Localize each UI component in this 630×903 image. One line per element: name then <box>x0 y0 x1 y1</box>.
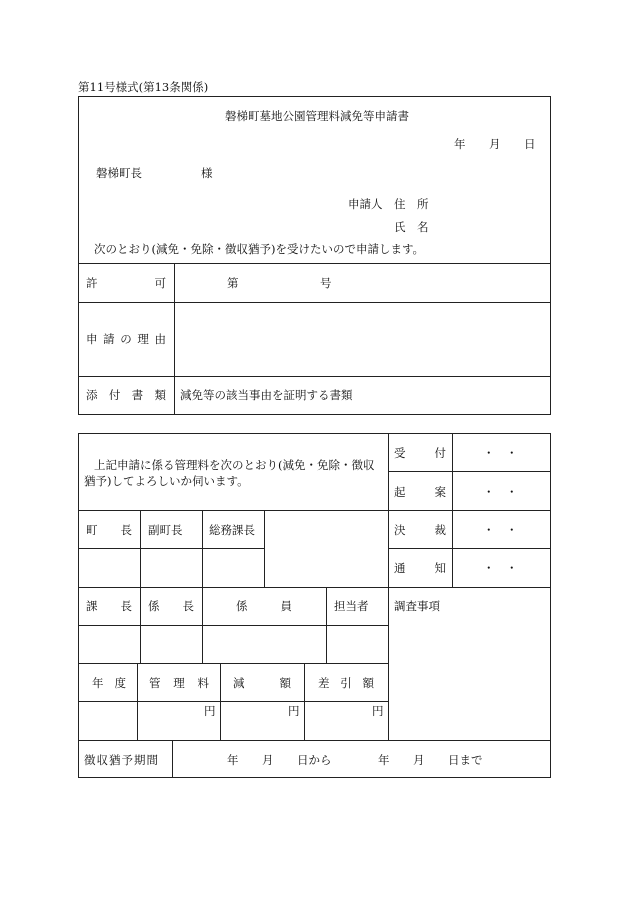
net-amount-yen-unit: 円 <box>372 704 384 718</box>
decided-label: 決 裁 <box>394 523 446 537</box>
period-to-year: 年 <box>378 753 390 767</box>
deferral-period-label: 徴収猶予期間 <box>84 753 159 767</box>
reduction-yen-unit: 円 <box>288 704 300 718</box>
drafted-date: ・ ・ <box>483 485 518 499</box>
form-number: 第11号様式(第13条関係) <box>78 80 209 94</box>
subsection-chief-label: 係 長 <box>148 599 194 613</box>
reason-label: 申 請 の 理 由 <box>86 332 166 346</box>
honorific: 様 <box>201 166 213 180</box>
permit-number-prefix: 第 <box>227 276 239 290</box>
application-statement: 次のとおり(減免・免除・徴収猶予)を受けたいので申請します。 <box>94 242 425 256</box>
mayor-label: 町 長 <box>86 523 132 537</box>
attachment-label: 添 付 書 類 <box>86 388 166 402</box>
reduction-label: 減 額 <box>233 676 291 690</box>
form-title: 磐梯町墓地公園管理料減免等申請書 <box>225 109 409 123</box>
survey-items-label: 調査事項 <box>394 599 440 613</box>
general-affairs-chief-label: 総務課長 <box>209 523 255 537</box>
net-amount-label: 差 引 額 <box>318 676 374 690</box>
applicant-label: 申請人 <box>348 197 383 211</box>
addressee: 磐梯町長 <box>96 166 142 180</box>
period-from-year: 年 <box>227 753 239 767</box>
person-in-charge-label: 担当者 <box>334 599 369 613</box>
permit-label: 許 可 <box>86 276 166 290</box>
permit-number-suffix: 号 <box>320 276 332 290</box>
period-to-month: 月 <box>413 753 425 767</box>
received-label: 受 付 <box>394 446 446 460</box>
fee-yen-unit: 円 <box>204 704 216 718</box>
inquiry-line-2: 猶予)してよろしいか伺います。 <box>84 474 249 488</box>
period-from-month: 月 <box>262 753 274 767</box>
address-label: 住 所 <box>394 197 429 211</box>
period-to-day: 日まで <box>448 753 483 767</box>
section-chief-label: 課 長 <box>86 599 132 613</box>
date-year-label: 年 <box>454 137 466 151</box>
name-label: 氏 名 <box>394 220 429 234</box>
drafted-label: 起 案 <box>394 485 446 499</box>
notified-label: 通 知 <box>394 561 446 575</box>
staff-label: 係 員 <box>236 599 292 613</box>
decided-date: ・ ・ <box>483 523 518 537</box>
received-date: ・ ・ <box>483 446 518 460</box>
deputy-mayor-label: 副町長 <box>148 523 183 537</box>
date-month-label: 月 <box>489 137 501 151</box>
notified-date: ・ ・ <box>483 561 518 575</box>
fiscal-year-label: 年 度 <box>92 676 126 690</box>
inquiry-line-1: 上記申請に係る管理料を次のとおり(減免・免除・徴収 <box>94 458 375 472</box>
period-from-day: 日から <box>297 753 332 767</box>
attachment-value: 減免等の該当事由を証明する書類 <box>180 388 353 402</box>
date-day-label: 日 <box>524 137 536 151</box>
fee-label: 管 理 料 <box>149 676 209 690</box>
